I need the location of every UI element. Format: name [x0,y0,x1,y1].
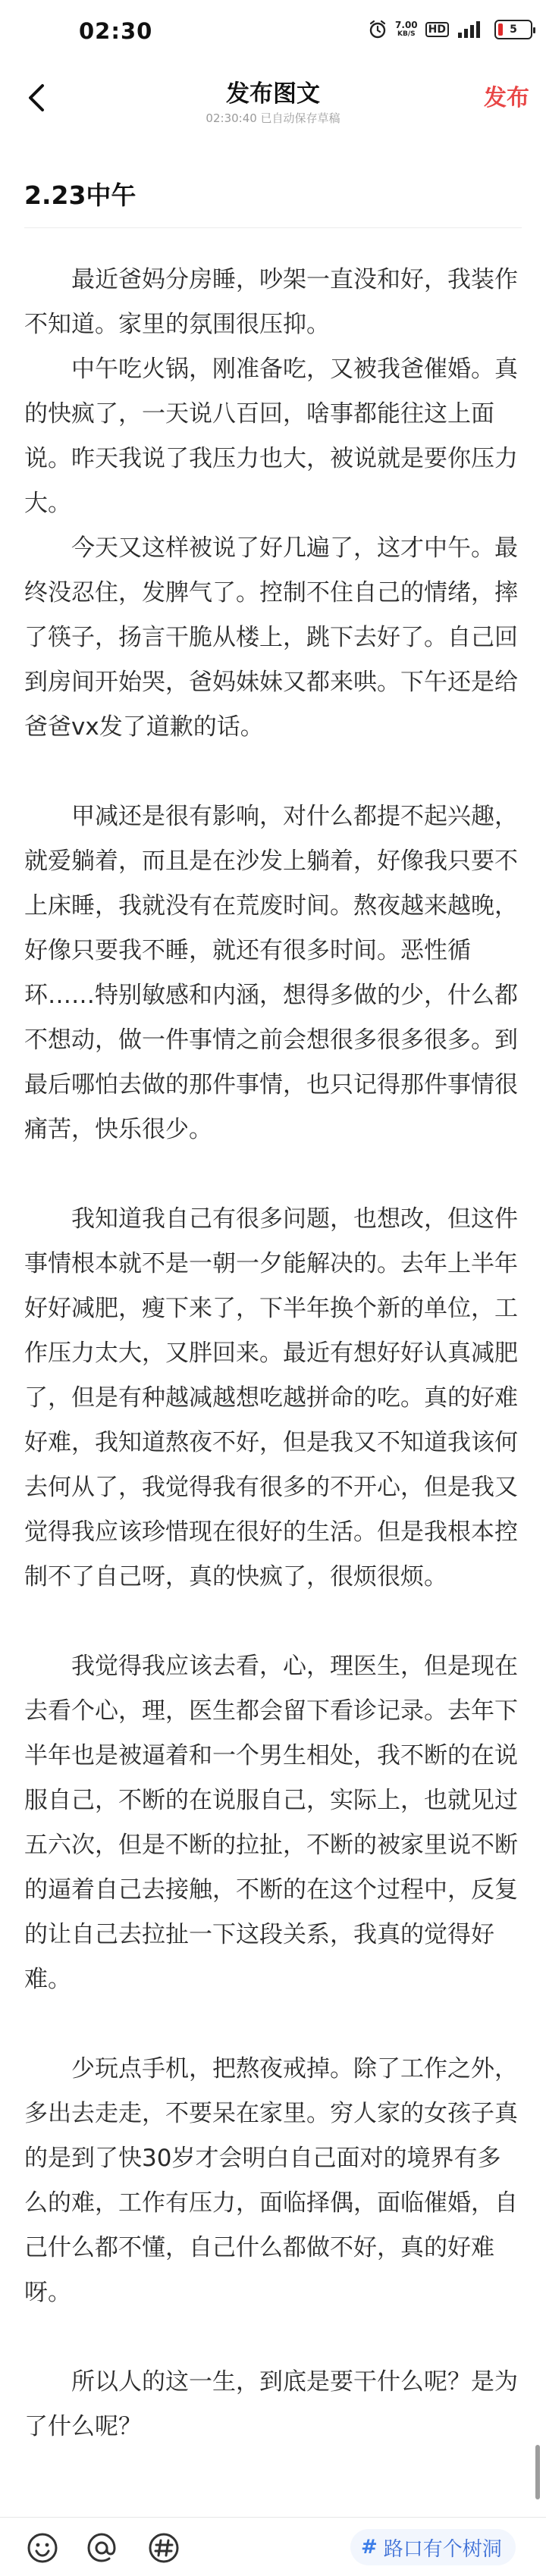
battery-icon [494,20,532,39]
speed-value: 7.00 [395,20,418,30]
paragraph: 我觉得我应该去看，心，理医生，但是现在去看个心，理，医生都会留下看诊记录。去年下半年也是被逼着和一个男生相处，我不断的在说服自己，不断的在说服自己，实际上，也就见过五六次，但是不断的拉扯，不断的被家里说不断的逼着自己去接触，不断的在这个过程中，反复的让自己去拉扯一下这段关系，我真的觉得好难。 [24,1653,518,1993]
topic-chip[interactable] [350,2529,516,2565]
topic-hash-icon: # [361,2536,378,2559]
battery-level: 5 [510,24,517,36]
hd-icon: HD [425,22,449,37]
paragraph: 最近爸妈分房睡，吵架一直没和好，我装作不知道。家里的氛围很压抑。 [24,266,518,338]
autosave-status: 02:30:40 已自动保存草稿 [206,111,340,125]
publish-button[interactable]: 发布 [484,85,529,111]
emoji-button[interactable] [26,2531,59,2565]
paragraph: 今天又这样被说了好几遍了，这才中午。最终没忍住，发脾气了。控制不住自己的情绪，摔了筷子，扬言干脆从楼上，跳下去好了。自己回到房间开始哭，爸妈妹妹又都来哄。下午还是给爸爸vx发了道歉的话。 [24,534,518,741]
hash-icon [147,2531,180,2565]
paragraph: 我知道我自己有很多问题，也想改，但这件事情根本就不是一朝一夕能解决的。去年上半年好好减肥，瘦下来了，下半年换个新的单位，工作压力太大，又胖回来。最近有想好好认真减肥了，但是有种越减越想吃越拼命的吃。真的好难好难，我知道熬夜不好，但是我又不知道我该何去何从了，我觉得我有很多的不开心，但是我又觉得我应该珍惜现在很好的生活。但是我根本控制不了自己呀，真的快疯了，很烦很烦。 [24,1205,518,1590]
topic-label: 路口有个树洞 [383,2537,502,2561]
alarm-icon [368,20,388,39]
at-icon [85,2531,118,2565]
post-body-editor[interactable] [24,258,522,2449]
paragraph: 中午吃火锅，刚准备吃，又被我爸催婚。真的快疯了，一天说八百回，啥事都能往这上面说。昨天我说了我压力也大，被说就是要你压力大。 [24,356,518,517]
title-divider [24,227,522,228]
post-title[interactable]: 2.23中午 [24,180,136,210]
app-header [0,68,546,129]
bottom-toolbar [0,2517,546,2576]
emoji-icon [26,2531,59,2565]
network-speed [395,20,418,39]
status-icons [368,20,532,39]
status-time: 02:30 [79,18,153,44]
page-title: 发布图文 [226,80,320,108]
paragraph: 所以人的这一生，到底是要干什么呢？是为了什么呢？ [24,2368,518,2440]
battery-fill [498,24,503,36]
hashtag-button[interactable] [147,2531,180,2565]
speed-unit: KB/S [397,30,416,38]
signal-icon [457,20,487,39]
scrollbar-thumb[interactable] [535,2445,540,2499]
mention-button[interactable] [85,2531,118,2565]
paragraph: 少玩点手机，把熬夜戒掉。除了工作之外，多出去走走，不要呆在家里。穷人家的女孩子真的是到了快30岁才会明白自己面对的境界有多么的难，工作有压力，面临择偶，面临催婚，自己什么都不懂，自己什么都做不好，真的好难呀。 [24,2055,518,2306]
status-bar [0,0,546,68]
paragraph: 甲减还是很有影响，对什么都提不起兴趣，就爱躺着，而且是在沙发上躺着，好像我只要不上床睡，我就没有在荒废时间。熬夜越来越晚，好像只要我不睡，就还有很多时间。恶性循环……特别敏感和内涵，想得多做的少，什么都不想动，做一件事情之前会想很多很多很多。到最后哪怕去做的那件事情，也只记得那件事情很痛苦，快乐很少。 [24,803,518,1143]
